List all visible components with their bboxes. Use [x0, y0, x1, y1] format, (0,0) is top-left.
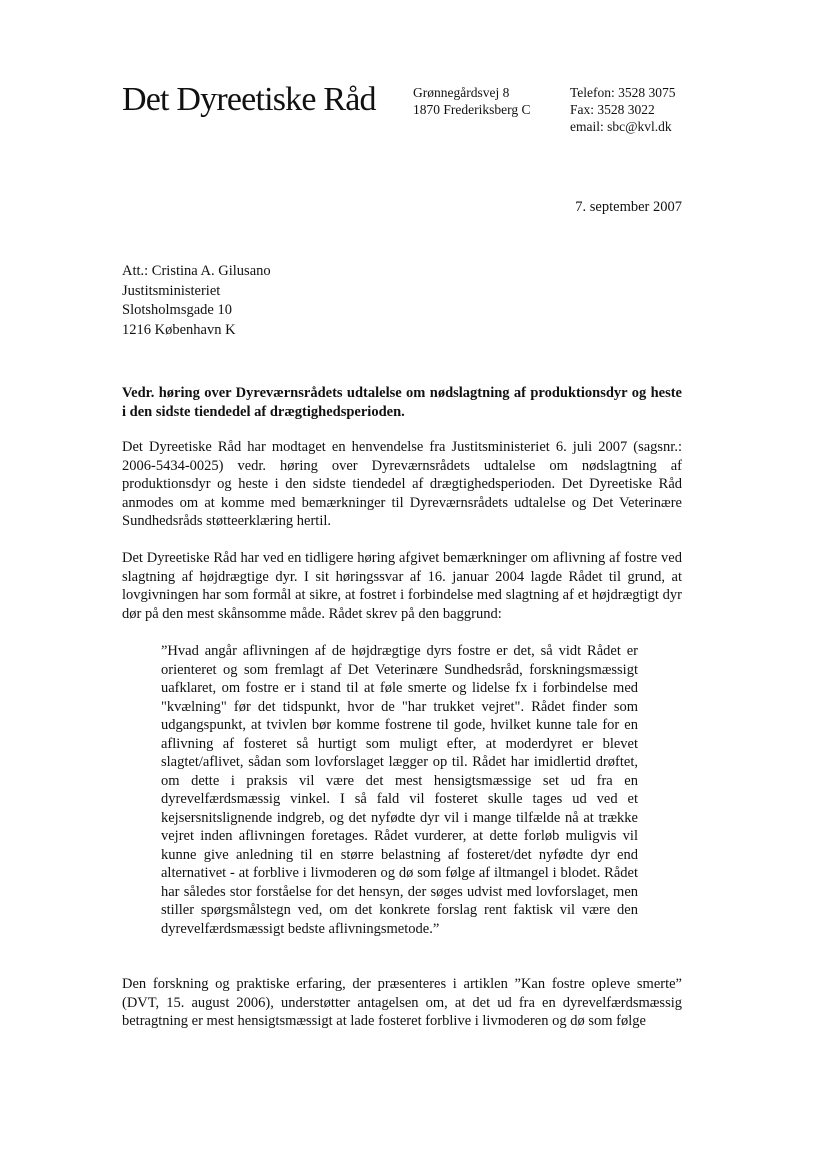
block-quote: ”Hvad angår aflivningen af de højdrægtige dyrs fostre er det, så vidt Rådet er orienteret og som fremlagt af Det Veterinære Sundhedsråd, forskningsmæssigt uafklaret, om fostre er i stand til at føle smerte og lidelse fx i forbindelse med "kvælning" før det tidspunkt, hvor de "har trukket vejret". Rådet finder som udgangspunkt, at tvivlen bør komme fostrene til gode, hvilket kunne tale for en aflivning af fosteret så hurtigt som muligt efter, at moderdyret er blevet slagtet/aflivet, sådan som lovforslaget lægger op til. Rådet har imidlertid drøftet, om dette i praksis vil være det mest hensigtsmæssige set ud fra en dyrevelfærdsmæssig vinkel. I så fald vil fosteret skulle tages ud ved et kejsersnitslignende indgreb, og det nyfødte dyr vil i mange tilfælde nå at trække vejret inden aflivningen foretages. Rådet vurderer, at dette forløb muligvis vil kunne give anledning til en større belastning af fosteret/det nyfødte dyr end alternativet - at forblive i livmoderen og dø som følge af iltmangel i blodet. Rådet har således stor forståelse for det hensyn, der søges udvist med lovforslaget, men stiller spørgsmålstegn ved, om det konkrete forslag rent faktisk vil være den dyrevelfærdsmæssigt bedste aflivningsmetode.”	[161, 643, 638, 937]
sender-contact	[570, 84, 676, 135]
sender-fax: Fax: 3528 3022	[570, 102, 655, 117]
letter-date: 7. september 2007	[575, 199, 682, 215]
recipient-block	[122, 262, 271, 340]
subject-line: Vedr. høring over Dyreværnsrådets udtalelse om nødslagtning af produktionsdyr og heste i den sidste tiendedel af drægtighedsperioden.	[122, 385, 682, 420]
recipient-city: 1216 København K	[122, 321, 236, 338]
organization-name: Det Dyreetiske Råd	[122, 81, 376, 118]
body-paragraph: Det Dyreetiske Råd har modtaget en henvendelse fra Justitsministeriet 6. juli 2007 (sagsnr.: 2006-5434-0025) vedr. høring over Dyreværnsrådets udtalelse om nødslagtning af produktionsdyr og heste i den sidste tiendedel af drægtighedsperioden. Det Dyreetiske Råd anmodes om at komme med bemærkninger til Dyreværnsrådets udtalelse og Det Veterinære Sundhedsråds støtteerklæring hertil.	[122, 439, 682, 529]
sender-email: email: sbc@kvl.dk	[570, 119, 672, 134]
recipient-org: Justitsministeriet	[122, 282, 221, 299]
sender-city: 1870 Frederiksberg C	[413, 102, 531, 117]
recipient-street: Slotsholmsgade 10	[122, 302, 232, 318]
sender-street: Grønnegårdsvej 8	[413, 85, 510, 100]
recipient-att: Att.: Cristina A. Gilusano	[122, 263, 271, 279]
body-paragraph: Det Dyreetiske Råd har ved en tidligere høring afgivet bemærkninger om aflivning af fostre ved slagtning af højdrægtige dyr. I sit høringssvar af 16. januar 2004 lagde Rådet til grund, at lovgivningen har som formål at sikre, at fostret i forbindelse med slagtning af et højdrægtigt dyr dør på den mest skånsomme måde. Rådet skrev på den baggrund:	[122, 550, 682, 622]
body-paragraph: Den forskning og praktiske erfaring, der præsenteres i artiklen ”Kan fostre opleve smerte” (DVT, 15. august 2006), understøtter antagelsen om, at det ud fra en dyrevelfærdsmæssig betragtning er mest hensigtsmæssigt at lade fosteret forblive i livmoderen og dø som følge	[122, 976, 682, 1029]
sender-phone: Telefon: 3528 3075	[570, 85, 676, 100]
sender-address	[413, 84, 531, 118]
